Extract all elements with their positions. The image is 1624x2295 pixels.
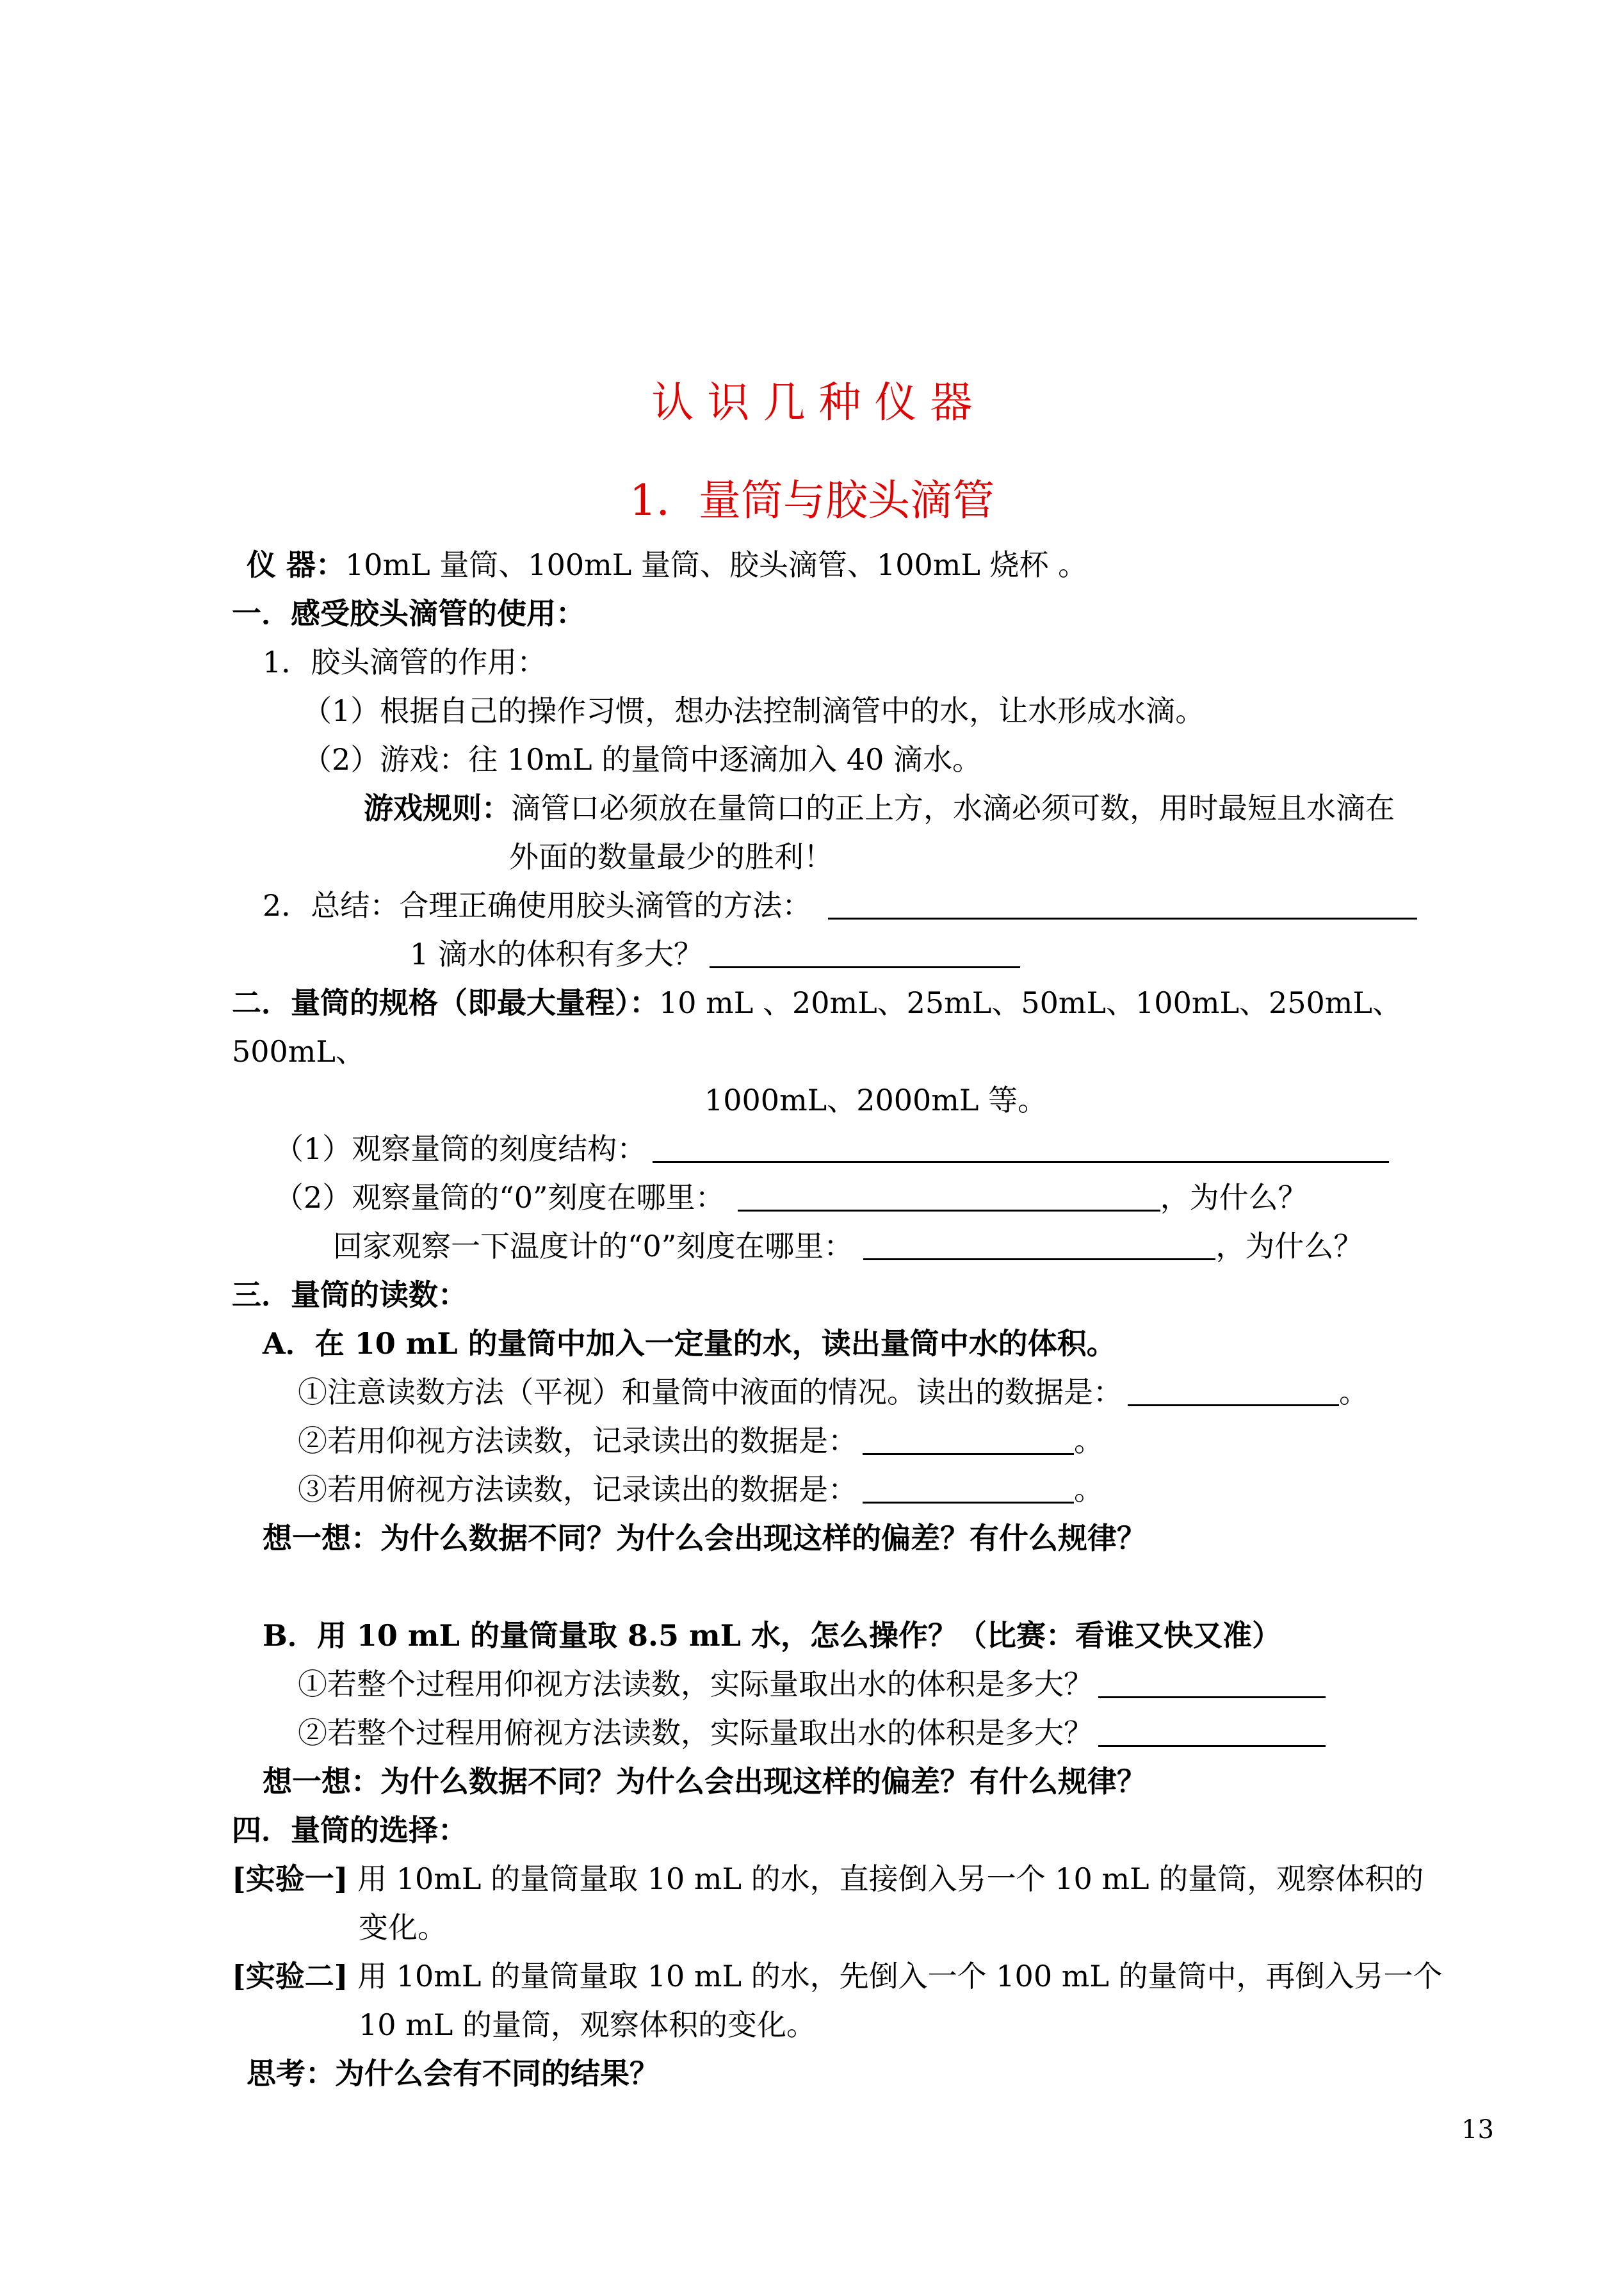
s3-a1-line xyxy=(298,1373,1368,1411)
s3-a2-line xyxy=(298,1422,1103,1460)
spec-list-2: 500mL、 xyxy=(232,1034,365,1069)
answer-blank[interactable] xyxy=(863,1471,1074,1504)
s2-q3-tail: ，为什么？ xyxy=(1215,1229,1363,1263)
end-mark: 。 xyxy=(1339,1375,1368,1409)
experiment-1-line xyxy=(232,1860,1424,1898)
section-4-heading: 四．量筒的选择： xyxy=(232,1813,467,1847)
s3-b1-line xyxy=(298,1665,1326,1703)
s2-q2-tail: ，为什么？ xyxy=(1160,1180,1308,1215)
experiment-1-label: [实验一] xyxy=(232,1861,348,1896)
game-rule-text-2: 外面的数量最少的胜利！ xyxy=(509,839,833,874)
page-number: 13 xyxy=(1461,2115,1494,2145)
experiment-1-text-2: 变化。 xyxy=(359,1910,447,1945)
experiment-2-line xyxy=(232,1957,1443,1995)
think-question-1: 想一想：为什么数据不同？为什么会出现这样的偏差？有什么规律？ xyxy=(263,1521,1146,1555)
game-rule-line xyxy=(364,789,1395,827)
section-1-heading: 一．感受胶头滴管的使用： xyxy=(232,596,585,631)
s3-b-heading: B．用 10 mL 的量筒量取 8.5 mL 水，怎么操作？（比赛：看谁又快又准） xyxy=(263,1618,1282,1653)
s2-q1-line xyxy=(274,1130,1389,1168)
s3-a2: ②若用仰视方法读数，记录读出的数据是： xyxy=(298,1423,857,1458)
experiment-2-label: [实验二] xyxy=(232,1959,348,1993)
instruments-label: 仪 器： xyxy=(247,547,346,582)
s3-a1: ①注意读数方法（平视）和量筒中液面的情况。读出的数据是： xyxy=(298,1375,1123,1409)
answer-blank[interactable] xyxy=(863,1422,1074,1455)
s1-p2b-line xyxy=(410,935,1020,973)
s1-p1a: （1）根据自己的操作习惯，想办法控制滴管中的水，让水形成水滴。 xyxy=(302,693,1205,728)
s1-p2b: 1 滴水的体积有多大？ xyxy=(410,937,703,971)
answer-blank[interactable] xyxy=(710,936,1020,968)
end-mark: 。 xyxy=(1074,1423,1103,1458)
s3-b2: ②若整个过程用俯视方法读数，实际量取出水的体积是多大？ xyxy=(298,1715,1093,1750)
s1-p1: 1．胶头滴管的作用： xyxy=(263,645,547,679)
s1-p2-line xyxy=(263,886,1417,925)
section-subtitle: 1．量筒与胶头滴管 xyxy=(629,476,995,525)
answer-blank[interactable] xyxy=(1098,1714,1326,1747)
answer-blank[interactable] xyxy=(653,1130,1389,1163)
game-rule-text: 滴管口必须放在量筒口的正上方，水滴必须可数，用时最短且水滴在 xyxy=(511,791,1395,825)
s1-p1b: （2）游戏：往 10mL 的量筒中逐滴加入 40 滴水。 xyxy=(302,742,982,777)
s2-q2: （2）观察量筒的“0”刻度在哪里： xyxy=(274,1180,725,1215)
s1-p2: 2．总结：合理正确使用胶头滴管的方法： xyxy=(263,888,812,923)
page-title: 认 识 几 种 仪 器 xyxy=(651,378,973,427)
s3-b1: ①若整个过程用仰视方法读数，实际量取出水的体积是多大？ xyxy=(298,1667,1093,1701)
instruments-text: 10mL 量筒、100mL 量筒、胶头滴管、100mL 烧杯 。 xyxy=(345,547,1088,582)
answer-blank[interactable] xyxy=(828,887,1417,920)
section-3-heading: 三．量筒的读数： xyxy=(232,1277,467,1312)
section-2-line xyxy=(232,984,1402,1022)
experiment-2-text-2: 10 mL 的量筒，观察体积的变化。 xyxy=(359,2007,816,2042)
s2-q2-line xyxy=(274,1178,1308,1217)
think-question-2: 想一想：为什么数据不同？为什么会出现这样的偏差？有什么规律？ xyxy=(263,1764,1146,1799)
s2-q1: （1）观察量筒的刻度结构： xyxy=(274,1131,647,1166)
game-rule-label: 游戏规则： xyxy=(364,791,511,825)
s2-q3-line xyxy=(333,1227,1363,1265)
end-mark: 。 xyxy=(1074,1472,1103,1507)
s2-q3: 回家观察一下温度计的“0”刻度在哪里： xyxy=(333,1229,854,1263)
answer-blank[interactable] xyxy=(738,1179,1160,1212)
section-2-heading: 二．量筒的规格（即最大量程）： xyxy=(232,985,659,1020)
experiment-1-text: 用 10mL 的量筒量取 10 mL 的水，直接倒入另一个 10 mL 的量筒，观察体积的 xyxy=(357,1861,1424,1896)
s3-a3-line xyxy=(298,1470,1103,1509)
think-question-3: 思考：为什么会有不同的结果？ xyxy=(247,2056,659,2091)
answer-blank[interactable] xyxy=(863,1228,1215,1260)
answer-blank[interactable] xyxy=(1128,1374,1339,1406)
s3-a3: ③若用俯视方法读数，记录读出的数据是： xyxy=(298,1472,857,1507)
s3-a-heading: A．在 10 mL 的量筒中加入一定量的水，读出量筒中水的体积。 xyxy=(263,1326,1116,1361)
answer-blank[interactable] xyxy=(1098,1666,1326,1698)
s3-b2-line xyxy=(298,1714,1326,1752)
spec-list: 10 mL 、20mL、25mL、50mL、100mL、250mL、 xyxy=(659,985,1402,1020)
spec-list-3: 1000mL、2000mL 等。 xyxy=(704,1083,1048,1117)
instruments-line xyxy=(247,546,1087,584)
experiment-2-text: 用 10mL 的量筒量取 10 mL 的水，先倒入一个 100 mL 的量筒中，再倒入另一个 xyxy=(357,1959,1443,1993)
